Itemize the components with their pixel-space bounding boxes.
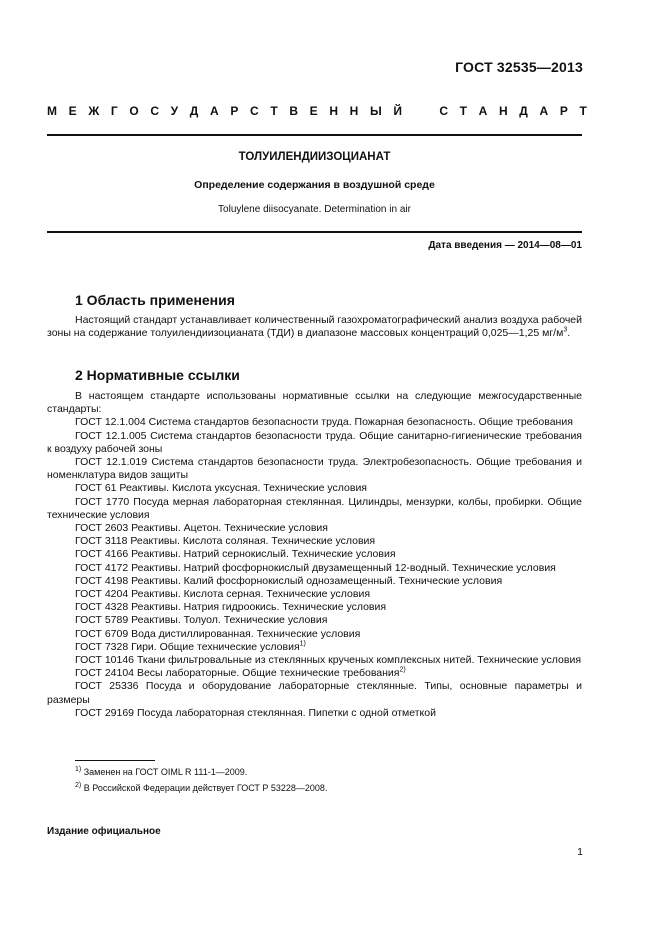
reference-text: ГОСТ 29169 Посуда лабораторная стеклянная. Пипетки с одной отметкой: [75, 706, 436, 719]
reference-text: ГОСТ 7328 Гири. Общие технические условия: [75, 640, 300, 653]
reference-text: ГОСТ 61 Реактивы. Кислота уксусная. Технические условия: [75, 482, 367, 495]
document-subtitle: Определение содержания в воздушной среде: [194, 179, 435, 191]
standard-type-letter: С: [249, 104, 259, 118]
reference-item: [47, 535, 582, 548]
footnote-1-mark: 1): [75, 766, 82, 773]
reference-item: [47, 601, 582, 614]
footnote-2-mark: 2): [75, 782, 82, 789]
reference-text: ГОСТ 12.1.005 Система стандартов безопасности труда. Общие санитарно-гигиенические требования к воздуху рабочей зоны: [47, 429, 582, 455]
footnote-divider: [75, 760, 155, 761]
section-1-tail: .: [567, 327, 571, 339]
standard-type-letter: Й: [393, 104, 402, 118]
reference-text: ГОСТ 5789 Реактивы. Толуол. Технические условия: [75, 614, 328, 627]
reference-text: ГОСТ 4204 Реактивы. Кислота серная. Технические условия: [75, 588, 371, 601]
standard-type-letter: Н: [498, 104, 508, 118]
reference-text: ГОСТ 4328 Реактивы. Натрия гидроокись. Технические условия: [75, 601, 387, 614]
reference-item: [47, 416, 582, 429]
standard-type-letter: Т: [579, 104, 587, 118]
section-1-heading: 1 Область применения: [75, 292, 235, 308]
section-2-heading: 2 Нормативные ссылки: [75, 367, 240, 383]
reference-item: [47, 667, 582, 680]
standard-type-letter: Д: [519, 104, 528, 118]
standard-type-letter: В: [289, 104, 298, 118]
reference-text: ГОСТ 10146 Ткани фильтровальные из стеклянных крученых комплексных нитей. Технические условия: [75, 654, 582, 667]
document-title: ТОЛУИЛЕНДИИЗОЦИАНАТ: [238, 151, 391, 163]
standard-type-letter: Ы: [369, 104, 382, 118]
reference-text: ГОСТ 12.1.004 Система стандартов безопасности труда. Пожарная безопасность. Общие требования: [75, 416, 573, 429]
reference-item: [47, 430, 582, 456]
standard-type-letter: Т: [459, 104, 467, 118]
reference-text: ГОСТ 4198 Реактивы. Калий фосфорнокислый однозамещенный. Технические условия: [75, 574, 503, 587]
effective-date: Дата введения — 2014—08—01: [428, 240, 582, 251]
standard-type-letter: О: [129, 104, 139, 118]
reference-item: [47, 496, 582, 522]
standard-type-letter: А: [209, 104, 219, 118]
reference-item: [47, 614, 582, 627]
standard-type-letter: Р: [230, 104, 239, 118]
standard-type-letter: Т: [270, 104, 278, 118]
reference-text: ГОСТ 2603 Реактивы. Ацетон. Технические условия: [75, 522, 328, 535]
reference-item: [47, 680, 582, 706]
standard-type-letter: А: [539, 104, 549, 118]
standard-type-letter: С: [439, 104, 448, 118]
reference-item: [47, 641, 582, 654]
standard-type-letter: Н: [349, 104, 359, 118]
footnote-1: [75, 767, 247, 777]
reference-item: [47, 588, 582, 601]
footnote-2-text: В Российской Федерации действует ГОСТ Р 53228—2008.: [81, 783, 328, 793]
reference-item: [47, 628, 582, 641]
reference-item: [47, 522, 582, 535]
english-title: Toluylene diisocyanate. Determination in air: [218, 204, 411, 215]
standard-type-letter: М: [47, 104, 57, 118]
page-number: 1: [577, 846, 583, 858]
reference-text: ГОСТ 6709 Вода дистиллированная. Технические условия: [75, 627, 361, 640]
reference-text: ГОСТ 4172 Реактивы. Натрий фосфорнокислый двузамещенный 12-водный. Технические условия: [75, 561, 556, 574]
reference-text: ГОСТ 25336 Посуда и оборудование лабораторные стеклянные. Типы, основные параметры и размеры: [47, 680, 582, 706]
references-list: [47, 390, 582, 720]
top-divider: [47, 134, 582, 136]
reference-item: [47, 562, 582, 575]
reference-text: ГОСТ 3118 Реактивы. Кислота соляная. Технические условия: [75, 535, 376, 548]
standard-type-letter: [414, 104, 428, 118]
standard-type-letter: А: [478, 104, 488, 118]
standard-type-letter: Е: [309, 104, 318, 118]
document-code: ГОСТ 32535—2013: [455, 59, 583, 75]
section-1-text: [47, 314, 582, 340]
title-divider: [47, 231, 582, 233]
standard-type-letter: С: [150, 104, 159, 118]
reference-item: [47, 482, 582, 495]
reference-text: ГОСТ 1770 Посуда мерная лабораторная стеклянная. Цилиндры, мензурки, колбы, пробирки. Общие технические условия: [47, 495, 582, 521]
reference-item: [47, 548, 582, 561]
official-edition-label: Издание официальное: [47, 826, 161, 837]
section-1-sup: 3: [563, 326, 568, 334]
section-1-body: Настоящий стандарт устанавливает количественный газохроматографический анализ воздуха рабочей зоны на содержание толуилендиизоцианата (ТДИ) в диапазоне массовых концентраций 0,025—1,25 мг/м: [47, 314, 582, 339]
reference-item: [47, 654, 582, 667]
standard-type-letter: Р: [559, 104, 568, 118]
reference-item: [47, 707, 582, 720]
reference-item: [47, 456, 582, 482]
footnote-2: [75, 783, 327, 793]
standard-type-letter: Е: [68, 104, 77, 118]
standard-type-letter: Д: [189, 104, 199, 118]
standard-type-letter: Г: [110, 104, 118, 118]
standard-type-heading: [47, 104, 587, 118]
standard-type-letter: У: [170, 104, 179, 118]
references-intro: В настоящем стандарте использованы нормативные ссылки на следующие межгосударственные стандарты:: [47, 390, 582, 416]
standard-type-letter: Ж: [88, 104, 100, 118]
reference-text: ГОСТ 24104 Весы лабораторные. Общие технические требования: [75, 667, 400, 680]
reference-item: [47, 575, 582, 588]
reference-text: ГОСТ 12.1.019 Система стандартов безопасности труда. Электробезопасность. Общие требования и номенклатура видов защиты: [47, 456, 582, 482]
standard-type-letter: Н: [329, 104, 338, 118]
reference-text: ГОСТ 4166 Реактивы. Натрий сернокислый. Технические условия: [75, 548, 396, 561]
reference-footnote-mark: 2): [399, 666, 406, 674]
footnote-1-text: Заменен на ГОСТ OIML R 111-1—2009.: [81, 767, 248, 777]
reference-footnote-mark: 1): [299, 640, 306, 648]
